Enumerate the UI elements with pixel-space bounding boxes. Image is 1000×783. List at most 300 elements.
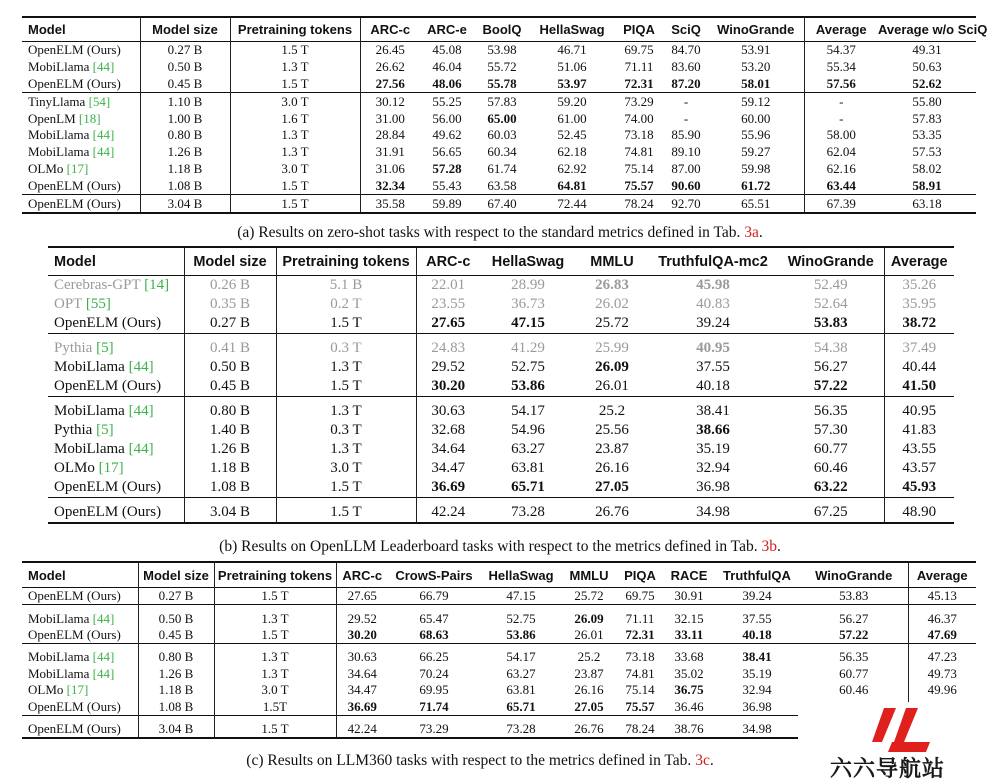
value-cell: 25.56 (595, 422, 629, 438)
value-cell: 27.65 (431, 315, 466, 331)
value-cell: 69.75 (624, 42, 654, 58)
value-cell: 1.18 B (184, 459, 276, 478)
value-cell: 3.04 B (138, 721, 214, 738)
value-cell: 36.46 (674, 698, 704, 714)
caption-a (0, 224, 1000, 242)
value-cell: 1.5 T (276, 503, 416, 523)
col-header: HellaSwag (539, 22, 605, 37)
col-header: HellaSwag (491, 253, 565, 270)
col-header: ARC-e (427, 22, 467, 37)
value-cell: 45.93 (902, 479, 937, 495)
value-cell: 3.04 B (140, 195, 230, 213)
value-cell: - (683, 93, 689, 109)
value-cell: 71.11 (625, 610, 655, 626)
model-name: OLMo (28, 682, 64, 698)
value-cell: 24.83 (431, 340, 466, 356)
model-cell (22, 698, 138, 715)
value-cell: 1.00 B (140, 110, 230, 127)
value-cell: 52.64 (778, 295, 884, 314)
value-cell: 90.60 (671, 177, 701, 193)
value-cell: 41.83 (902, 422, 937, 438)
value-cell: 54.17 (506, 649, 536, 665)
table-row (22, 666, 976, 682)
value-cell: 55.43 (432, 177, 462, 193)
model-name: OpenELM (Ours) (28, 42, 121, 58)
table-row (22, 110, 976, 127)
model-name: OpenELM (Ours) (28, 177, 121, 193)
value-cell: 1.5 T (230, 76, 360, 93)
value-cell: 1.5 T (230, 195, 360, 213)
model-name: Pythia (54, 422, 93, 438)
col-header: WinoGrande (708, 17, 804, 42)
value-cell: 67.39 (826, 195, 856, 211)
table-row (22, 588, 976, 605)
value-cell: 1.5 T (230, 177, 360, 194)
model-name: MobiLlama (54, 441, 125, 457)
value-cell: 0.27 B (184, 314, 276, 334)
value-cell: 53.35 (912, 127, 942, 143)
value-cell: 3.0 T (276, 459, 416, 478)
value-cell: 30.20 (347, 626, 377, 642)
value-cell: 0.45 B (140, 76, 230, 93)
value-cell: 35.95 (902, 296, 937, 312)
col-header: ARC-c (426, 253, 471, 270)
value-cell: 89.10 (671, 144, 701, 160)
value-cell: 26.01 (595, 378, 629, 394)
citation-link[interactable]: [44] (128, 441, 154, 457)
value-cell: 0.35 B (184, 295, 276, 314)
caption-ref[interactable]: 3c (695, 752, 710, 769)
value-cell: 72.31 (625, 626, 655, 642)
caption-ref[interactable]: 3b (761, 538, 777, 555)
value-cell: 1.26 B (184, 440, 276, 459)
citation-link[interactable]: [17] (66, 160, 89, 176)
value-cell: 74.81 (625, 665, 655, 681)
model-name: MobiLlama (28, 610, 90, 626)
citation-link[interactable]: [44] (92, 665, 115, 681)
value-cell: 36.69 (431, 479, 466, 495)
col-header: Model size (184, 247, 276, 276)
model-name: OLMo (54, 460, 95, 476)
value-cell: 1.3 T (230, 127, 360, 144)
model-cell (22, 161, 140, 178)
value-cell: 69.75 (625, 588, 655, 604)
model-name: MobiLlama (54, 359, 125, 375)
value-cell: 60.46 (778, 459, 884, 478)
table-row (22, 76, 976, 93)
table-row (22, 93, 976, 110)
citation-link[interactable]: [5] (96, 422, 114, 438)
value-cell: 56.27 (778, 358, 884, 377)
value-cell: 65.71 (511, 479, 545, 495)
value-cell: 36.98 (696, 479, 730, 495)
value-cell: 39.24 (742, 588, 772, 604)
value-cell: 29.52 (431, 359, 466, 375)
model-cell (22, 144, 140, 161)
value-cell: 30.20 (431, 378, 466, 394)
value-cell: - (839, 110, 844, 126)
value-cell: 1.5 T (276, 314, 416, 334)
value-cell: 62.92 (557, 160, 587, 176)
col-header: WinoGrande (778, 247, 884, 276)
col-header: BoolQ (482, 22, 522, 37)
value-cell: 59.27 (708, 144, 804, 161)
model-name: OpenELM (Ours) (28, 626, 121, 642)
value-cell: 73.28 (506, 720, 536, 736)
value-cell: 31.91 (375, 144, 405, 160)
value-cell: 36.75 (674, 682, 704, 698)
model-name: OpenLM (28, 110, 76, 126)
value-cell: 58.02 (912, 160, 942, 176)
value-cell: 35.19 (696, 441, 730, 457)
value-cell: 26.76 (595, 504, 629, 520)
model-cell (22, 177, 140, 194)
col-header: ARC-c (342, 567, 383, 583)
value-cell: 49.73 (927, 665, 957, 681)
citation-link[interactable]: [44] (92, 610, 115, 626)
value-cell: 25.2 (577, 649, 601, 665)
model-name: OLMo (28, 160, 64, 176)
model-cell (48, 358, 184, 377)
value-cell: 40.18 (696, 378, 730, 394)
value-cell: 1.18 B (138, 682, 214, 698)
value-cell: 66.25 (419, 649, 449, 665)
col-header: CrowS-Pairs (395, 567, 473, 583)
value-cell: 63.58 (487, 177, 517, 193)
value-cell: 3.0 T (230, 161, 360, 178)
value-cell: 26.45 (375, 42, 405, 58)
table-c-header (22, 562, 976, 588)
model-name: OpenELM (Ours) (54, 315, 162, 331)
model-cell (48, 339, 184, 358)
col-header: Pretraining tokens (214, 562, 336, 588)
value-cell: 63.18 (912, 195, 942, 211)
value-cell: 57.22 (778, 377, 884, 397)
value-cell: 71.11 (624, 59, 654, 75)
value-cell: 56.65 (432, 144, 462, 160)
col-header: Average (890, 253, 948, 270)
model-cell (22, 627, 138, 644)
value-cell: 57.22 (800, 627, 908, 644)
caption-b (0, 538, 1000, 556)
value-cell: 73.29 (624, 93, 654, 109)
model-cell (48, 459, 184, 478)
value-cell: 27.05 (595, 479, 629, 495)
model-cell (22, 682, 138, 698)
value-cell: 57.30 (778, 421, 884, 440)
value-cell: 68.63 (419, 626, 449, 642)
value-cell: 43.55 (902, 441, 937, 457)
value-cell: 87.00 (671, 160, 701, 176)
value-cell: 55.78 (487, 75, 517, 91)
value-cell: 53.86 (511, 378, 545, 394)
value-cell: 60.34 (487, 144, 517, 160)
col-header: Model (22, 562, 138, 588)
table-row (48, 295, 954, 314)
col-header: Model size (140, 17, 230, 42)
value-cell: 40.95 (902, 403, 937, 419)
table-row (22, 682, 976, 698)
citation-link[interactable]: [44] (92, 649, 115, 665)
table-openllm (48, 246, 954, 524)
caption-end: . (776, 538, 781, 555)
citation-link[interactable]: [44] (92, 59, 115, 75)
value-cell: 41.50 (902, 378, 937, 394)
citation-link[interactable]: [55] (85, 296, 111, 312)
model-cell (22, 110, 140, 127)
value-cell: 55.80 (912, 93, 942, 109)
value-cell: 67.40 (487, 195, 517, 211)
value-cell: 1.3 T (230, 59, 360, 76)
value-cell: 3.0 T (230, 93, 360, 110)
value-cell: 69.95 (419, 682, 449, 698)
col-header: Pretraining tokens (230, 17, 360, 42)
model-cell (22, 721, 138, 738)
value-cell: 75.14 (624, 160, 654, 176)
value-cell: 30.63 (431, 403, 466, 419)
citation-link[interactable]: [17] (66, 682, 89, 698)
value-cell: 73.18 (625, 649, 655, 665)
col-header: RACE (670, 567, 708, 583)
model-cell (48, 314, 184, 334)
value-cell: 23.87 (595, 441, 629, 457)
value-cell: 27.65 (347, 588, 377, 604)
value-cell: 61.72 (708, 177, 804, 194)
value-cell: 0.50 B (138, 610, 214, 626)
model-name: TinyLlama (28, 93, 86, 109)
citation-link[interactable]: [44] (128, 359, 154, 375)
value-cell: 3.0 T (214, 682, 336, 698)
table-a-header (22, 17, 976, 42)
value-cell: 26.62 (375, 59, 405, 75)
col-header: Model size (138, 562, 214, 588)
value-cell: 46.04 (432, 59, 462, 75)
value-cell: 47.15 (511, 315, 545, 331)
value-cell: 49.31 (912, 42, 942, 58)
col-header: TruthfulQA-mc2 (658, 253, 768, 270)
watermark-text: 六六导航站 (830, 757, 946, 782)
value-cell: 1.3 T (214, 610, 336, 626)
citation-link[interactable]: [5] (96, 340, 114, 356)
value-cell: 60.00 (708, 110, 804, 127)
col-header: Pretraining tokens (276, 247, 416, 276)
col-header: PIQA (623, 22, 655, 37)
value-cell: 0.3 T (276, 339, 416, 358)
value-cell: 60.77 (778, 440, 884, 459)
value-cell: 1.5 T (214, 721, 336, 738)
value-cell: 65.51 (708, 195, 804, 213)
model-name: MobiLlama (28, 59, 90, 75)
value-cell: 49.96 (927, 682, 957, 698)
table-b-header (48, 247, 954, 276)
value-cell: 64.81 (557, 177, 587, 193)
value-cell: 38.41 (742, 649, 772, 665)
value-cell: 34.64 (431, 441, 466, 457)
value-cell: 35.26 (902, 277, 937, 293)
value-cell: 1.3 T (276, 440, 416, 459)
value-cell: 85.90 (671, 127, 701, 143)
citation-link[interactable]: [14] (144, 277, 170, 293)
value-cell: 75.57 (625, 698, 655, 714)
value-cell: 26.02 (595, 296, 629, 312)
value-cell: 25.72 (595, 315, 629, 331)
value-cell: 55.72 (487, 59, 517, 75)
model-cell (22, 649, 138, 665)
value-cell: 48.90 (902, 504, 937, 520)
table-row (22, 42, 976, 59)
table-row (22, 610, 976, 626)
table-row (22, 144, 976, 161)
value-cell: 38.41 (696, 403, 730, 419)
value-cell: 35.02 (674, 665, 704, 681)
value-cell: 32.34 (375, 177, 405, 193)
model-cell (48, 503, 184, 523)
value-cell: 28.84 (375, 127, 405, 143)
value-cell: 63.22 (778, 478, 884, 498)
value-cell: 33.11 (674, 626, 704, 642)
value-cell: 34.64 (347, 665, 377, 681)
caption-ref[interactable]: 3a (744, 224, 759, 241)
col-header: MMLU (590, 253, 634, 270)
value-cell: 0.80 B (138, 649, 214, 665)
value-cell: 72.31 (624, 75, 654, 91)
value-cell: 45.98 (696, 277, 730, 293)
model-name: Pythia (54, 340, 93, 356)
col-header: Average (815, 22, 867, 37)
value-cell: 1.5 T (276, 478, 416, 498)
value-cell: 25.2 (598, 403, 626, 419)
model-name: MobiLlama (28, 144, 90, 160)
value-cell: 55.25 (432, 93, 462, 109)
value-cell: 62.18 (557, 144, 587, 160)
value-cell: 27.56 (375, 75, 405, 91)
value-cell: 26.76 (574, 720, 604, 736)
value-cell: 78.24 (624, 195, 654, 211)
model-name: MobiLlama (28, 649, 90, 665)
value-cell: 61.00 (557, 110, 587, 126)
value-cell: 26.09 (574, 610, 604, 626)
value-cell: 35.58 (375, 195, 405, 211)
value-cell: 1.3 T (214, 649, 336, 665)
value-cell: 83.60 (671, 59, 701, 75)
caption-end: . (709, 752, 714, 769)
model-cell (22, 195, 140, 213)
value-cell: 45.08 (432, 42, 462, 58)
value-cell: 59.20 (557, 93, 587, 109)
table-row (48, 358, 954, 377)
table-row (48, 459, 954, 478)
value-cell: 1.08 B (184, 478, 276, 498)
value-cell: 48.06 (432, 75, 462, 91)
value-cell: 1.10 B (140, 93, 230, 110)
value-cell: 43.57 (902, 460, 937, 476)
citation-link[interactable]: [54] (88, 93, 111, 109)
value-cell: 73.28 (511, 504, 545, 520)
col-header: MMLU (569, 567, 609, 583)
value-cell: 53.98 (487, 42, 517, 58)
value-cell: 22.01 (431, 277, 466, 293)
citation-link[interactable]: [17] (98, 460, 124, 476)
col-header: Model (48, 247, 184, 276)
caption-text: (c) Results on LLM360 tasks with respect to the metrics defined in Tab. (246, 752, 692, 769)
value-cell: 25.99 (595, 340, 629, 356)
col-header: Model (22, 17, 140, 42)
model-name: MobiLlama (54, 403, 125, 419)
model-name: MobiLlama (28, 127, 90, 143)
value-cell: 87.20 (671, 75, 701, 91)
model-name: OpenELM (Ours) (54, 479, 162, 495)
value-cell: 1.5 T (230, 42, 360, 59)
value-cell: 36.69 (347, 698, 377, 714)
table-row (48, 478, 954, 498)
value-cell: 0.45 B (184, 377, 276, 397)
value-cell: 57.83 (487, 93, 517, 109)
table-row (22, 59, 976, 76)
value-cell: 62.16 (826, 160, 856, 176)
value-cell: 42.24 (347, 720, 377, 736)
value-cell: 57.28 (432, 160, 462, 176)
value-cell: 47.15 (506, 588, 536, 604)
value-cell: 38.72 (902, 315, 937, 331)
model-name: OpenELM (Ours) (28, 195, 121, 211)
value-cell: 5.1 B (276, 276, 416, 296)
value-cell: 34.98 (742, 720, 772, 736)
value-cell: 0.27 B (140, 42, 230, 59)
model-cell (22, 93, 140, 110)
citation-link[interactable]: [18] (78, 110, 101, 126)
col-header: HellaSwag (488, 567, 554, 583)
table-row (48, 402, 954, 421)
value-cell: 60.77 (800, 666, 908, 682)
model-cell (48, 377, 184, 397)
value-cell: 28.99 (511, 277, 545, 293)
value-cell: 47.69 (927, 626, 957, 642)
value-cell: 52.45 (557, 127, 587, 143)
value-cell: 30.63 (347, 649, 377, 665)
value-cell: 56.35 (778, 402, 884, 421)
value-cell: 38.76 (674, 720, 704, 736)
value-cell: 63.44 (826, 177, 856, 193)
citation-link[interactable]: [44] (92, 127, 115, 143)
value-cell: 0.45 B (138, 627, 214, 644)
model-cell (22, 59, 140, 76)
value-cell: 62.04 (826, 144, 856, 160)
value-cell: 34.47 (347, 682, 377, 698)
value-cell: 45.13 (927, 588, 957, 604)
value-cell: 56.27 (800, 610, 908, 626)
value-cell: 1.08 B (140, 177, 230, 194)
model-cell (22, 127, 140, 144)
col-header: Average w/o SciQ (878, 22, 988, 37)
value-cell: 0.27 B (138, 588, 214, 605)
value-cell: 55.96 (708, 127, 804, 144)
value-cell: 58.91 (912, 177, 942, 193)
citation-link[interactable]: [44] (92, 144, 115, 160)
value-cell: 1.40 B (184, 421, 276, 440)
value-cell: 1.6 T (230, 110, 360, 127)
citation-link[interactable]: [44] (128, 403, 154, 419)
value-cell: 32.68 (431, 422, 466, 438)
value-cell: 31.06 (375, 160, 405, 176)
value-cell: 33.68 (674, 649, 704, 665)
model-name: OpenELM (Ours) (28, 720, 121, 736)
value-cell: 56.00 (432, 110, 462, 126)
model-cell (48, 478, 184, 498)
value-cell: 57.53 (912, 144, 942, 160)
value-cell: 26.83 (595, 277, 629, 293)
value-cell: 74.81 (624, 144, 654, 160)
value-cell: 34.47 (431, 460, 466, 476)
